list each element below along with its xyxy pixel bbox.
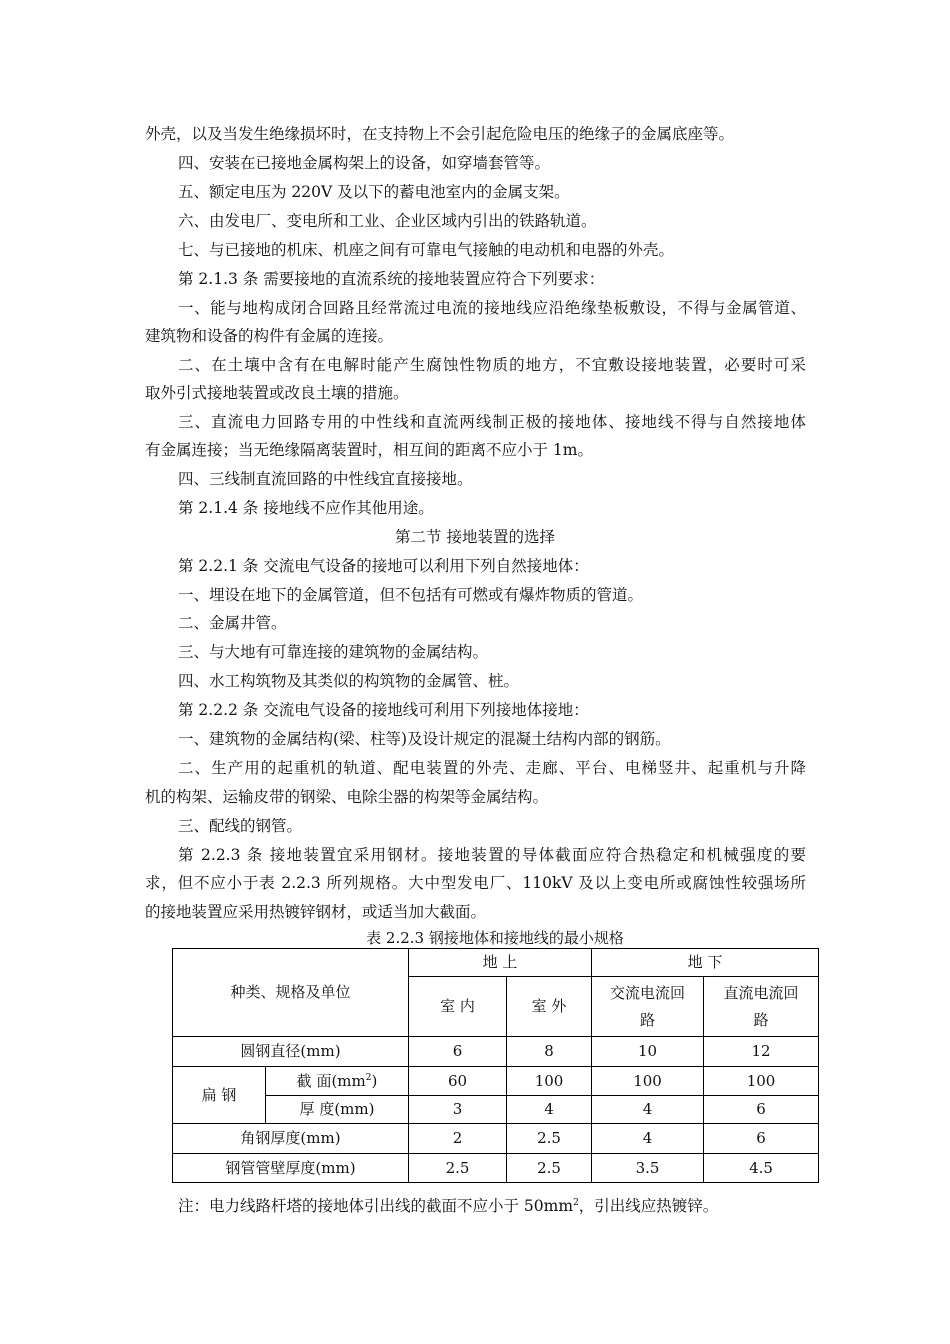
paragraph-line: 二、生产用的起重机的轨道、配电装置的外壳、走廊、平台、电梯竖井、起重机与升降 (178, 759, 806, 777)
header-below-ground: 地 下 (592, 949, 819, 977)
table-cell: 3 (409, 1096, 507, 1124)
note-text-end: ，引出线应热镀锌。 (578, 1197, 719, 1215)
paragraph-line: 四、三线制直流回路的中性线宜直接接地。 (178, 470, 473, 488)
table-cell: 2.5 (507, 1124, 592, 1154)
table-note (178, 1196, 718, 1216)
table-cell: 4 (592, 1096, 704, 1124)
paragraph-line: 二、金属井管。 (178, 614, 287, 632)
header-outdoor: 室 外 (507, 977, 592, 1037)
clause-heading: 第 2.1.3 条 需要接地的直流系统的接地装置应符合下列要求： (178, 270, 605, 288)
row-label: 角钢厚度(mm) (173, 1124, 409, 1154)
table-row (173, 1154, 819, 1183)
paragraph-line: 三、与大地有可靠连接的建筑物的金属结构。 (178, 643, 489, 661)
paragraph-line: 有金属连接；当无绝缘隔离装置时，相互间的距离不应小于 1m。 (145, 441, 593, 459)
row-label: 钢管管壁厚度(mm) (173, 1154, 409, 1183)
row-group-label: 扁 钢 (173, 1067, 266, 1124)
clause-heading: 第 2.1.4 条 接地线不应作其他用途。 (178, 499, 434, 517)
paragraph-line: 二、在土壤中含有在电解时能产生腐蚀性物质的地方，不宜敷设接地装置，必要时可采 (178, 356, 806, 374)
table-cell: 60 (409, 1067, 507, 1096)
table-cell: 2.5 (507, 1154, 592, 1183)
clause-heading: 第 2.2.3 条 接地装置宜采用钢材。接地装置的导体截面应符合热稳定和机械强度的要 (178, 846, 806, 864)
clause-heading: 第 2.2.1 条 交流电气设备的接地可以利用下列自然接地体： (178, 557, 589, 575)
paragraph-line: 机的构架、运输皮带的钢梁、电除尘器的构架等金属结构。 (145, 788, 549, 806)
note-text: 注：电力线路杆塔的接地体引出线的截面不应小于 50mm (178, 1197, 574, 1215)
table-caption: 表 2.2.3 钢接地体和接地线的最小规格 (366, 929, 624, 947)
header-dc (704, 977, 819, 1037)
row-label-text: 截 面(mm (296, 1071, 366, 1090)
table-row (173, 1067, 819, 1096)
table-row (173, 1037, 819, 1067)
header-type: 种类、规格及单位 (173, 949, 409, 1037)
paragraph-line: 一、建筑物的金属结构(梁、柱等)及设计规定的混凝土结构内部的钢筋。 (178, 730, 671, 748)
section-title: 第二节 接地装置的选择 (395, 528, 555, 546)
row-label (266, 1067, 409, 1096)
table-cell: 6 (704, 1096, 819, 1124)
table-header-row (173, 949, 819, 977)
table-cell: 3.5 (592, 1154, 704, 1183)
paragraph-line: 三、直流电力回路专用的中性线和直流两线制正极的接地体、接地线不得与自然接地体 (178, 413, 806, 431)
table-cell: 6 (704, 1124, 819, 1154)
table-cell: 12 (704, 1037, 819, 1067)
header-ac (592, 977, 704, 1037)
spec-table (172, 948, 819, 1183)
table-cell: 8 (507, 1037, 592, 1067)
table-cell: 100 (704, 1067, 819, 1096)
table-cell: 6 (409, 1037, 507, 1067)
table-cell: 2.5 (409, 1154, 507, 1183)
table-cell: 4.5 (704, 1154, 819, 1183)
header-ac-line2: 路 (640, 1010, 656, 1029)
header-above-ground: 地 上 (409, 949, 592, 977)
paragraph-line: 四、安装在已接地金属构架上的设备，如穿墙套管等。 (178, 154, 551, 172)
row-label: 厚 度(mm) (266, 1096, 409, 1124)
paragraph-line: 六、由发电厂、变电所和工业、企业区域内引出的铁路轨道。 (178, 212, 597, 230)
paragraph-line: 取外引式接地装置或改良土壤的措施。 (145, 384, 409, 402)
table-cell: 100 (592, 1067, 704, 1096)
table-row (173, 1096, 819, 1124)
table-cell: 4 (507, 1096, 592, 1124)
header-ac-line1: 交流电流回 (610, 983, 686, 1002)
header-dc-line1: 直流电流回 (723, 983, 799, 1002)
paragraph-line: 三、配线的钢管。 (178, 817, 303, 835)
paragraph-line: 四、水工构筑物及其类似的构筑物的金属管、桩。 (178, 672, 520, 690)
header-dc-line2: 路 (753, 1010, 769, 1029)
unit-superscript: 2 (365, 1072, 372, 1083)
paragraph-line: 五、额定电压为 220V 及以下的蓄电池室内的金属支架。 (178, 183, 570, 201)
paragraph-line: 求，但不应小于表 2.2.3 所列规格。大中型发电厂、110kV 及以上变电所或腐蚀性较强场所 (145, 874, 806, 892)
paragraph-line: 一、埋设在地下的金属管道，但不包括有可燃或有爆炸物质的管道。 (178, 586, 644, 604)
paragraph-line: 建筑物和设备的构件有金属的连接。 (145, 327, 394, 345)
header-indoor: 室 内 (409, 977, 507, 1037)
paragraph-line: 七、与已接地的机床、机座之间有可靠电气接触的电动机和电器的外壳。 (178, 241, 675, 259)
row-label-end: ) (371, 1071, 378, 1090)
paragraph-line: 外壳，以及当发生绝缘损坏时，在支持物上不会引起危险电压的绝缘子的金属底座等。 (145, 125, 735, 143)
row-label: 圆钢直径(mm) (173, 1037, 409, 1067)
table-cell: 2 (409, 1124, 507, 1154)
table-cell: 100 (507, 1067, 592, 1096)
paragraph-line: 一、能与地构成闭合回路且经常流过电流的接地线应沿绝缘垫板敷设，不得与金属管道、 (178, 299, 806, 317)
note-superscript: 2 (573, 1197, 579, 1208)
table-row (173, 1124, 819, 1154)
table-cell: 4 (592, 1124, 704, 1154)
paragraph-line: 的接地装置应采用热镀锌钢材，或适当加大截面。 (145, 903, 487, 921)
clause-heading: 第 2.2.2 条 交流电气设备的接地线可利用下列接地体接地： (178, 701, 589, 719)
table-cell: 10 (592, 1037, 704, 1067)
